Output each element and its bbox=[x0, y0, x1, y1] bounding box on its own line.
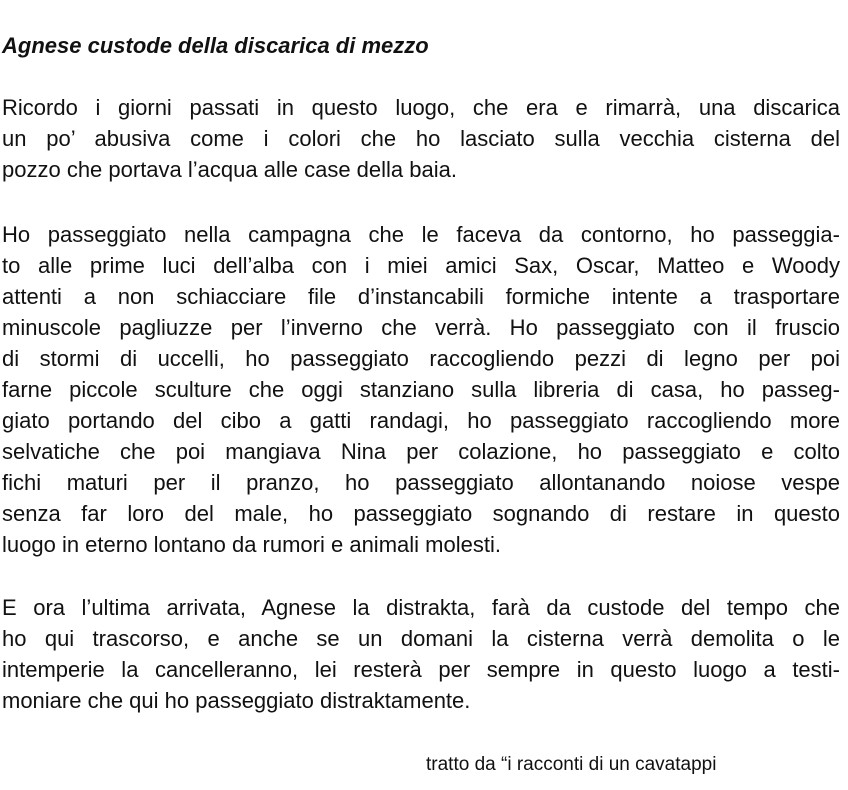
document-title: Agnese custode della discarica di mezzo bbox=[2, 33, 429, 58]
text-line: farne piccole sculture che oggi stanziano sulla libreria di casa, ho passeg- bbox=[2, 377, 840, 402]
text-line: intemperie la cancelleranno, lei resterà per sempre in questo luogo a testi- bbox=[2, 657, 840, 682]
paragraph-2 bbox=[2, 219, 840, 560]
text-line: Ricordo i giorni passati in questo luogo, che era e rimarrà, una discarica bbox=[2, 95, 840, 120]
text-line: giato portando del cibo a gatti randagi, ho passeggiato raccogliendo more bbox=[2, 408, 840, 433]
text-line: attenti a non schiacciare file d’instancabili formiche intente a trasportare bbox=[2, 284, 840, 309]
text-line: minuscole pagliuzze per l’inverno che verrà. Ho passeggiato con il fruscio bbox=[2, 315, 840, 340]
text-line: selvatiche che poi mangiava Nina per colazione, ho passeggiato e colto bbox=[2, 439, 840, 464]
text-line: to alle prime luci dell’alba con i miei amici Sax, Oscar, Matteo e Woody bbox=[2, 253, 840, 278]
text-line: moniare che qui ho passeggiato distraktamente. bbox=[2, 688, 471, 713]
paragraph-3 bbox=[2, 592, 840, 716]
text-line: ho qui trascorso, e anche se un domani la cisterna verrà demolita o le bbox=[2, 626, 840, 651]
text-line: luogo in eterno lontano da rumori e animali molesti. bbox=[2, 532, 501, 557]
text-line: Ho passeggiato nella campagna che le faceva da contorno, ho passeggia- bbox=[2, 222, 840, 247]
text-line: pozzo che portava l’acqua alle case della baia. bbox=[2, 157, 457, 182]
paragraph-1 bbox=[2, 92, 840, 185]
source-attribution: tratto da “i racconti di un cavatappi bbox=[426, 754, 717, 775]
text-line: di stormi di uccelli, ho passeggiato raccogliendo pezzi di legno per poi bbox=[2, 346, 840, 371]
text-line: fichi maturi per il pranzo, ho passeggiato allontanando noiose vespe bbox=[2, 470, 840, 495]
text-line: E ora l’ultima arrivata, Agnese la distrakta, farà da custode del tempo che bbox=[2, 595, 840, 620]
text-line: un po’ abusiva come i colori che ho lasciato sulla vecchia cisterna del bbox=[2, 126, 840, 151]
text-line: senza far loro del male, ho passeggiato sognando di restare in questo bbox=[2, 501, 840, 526]
